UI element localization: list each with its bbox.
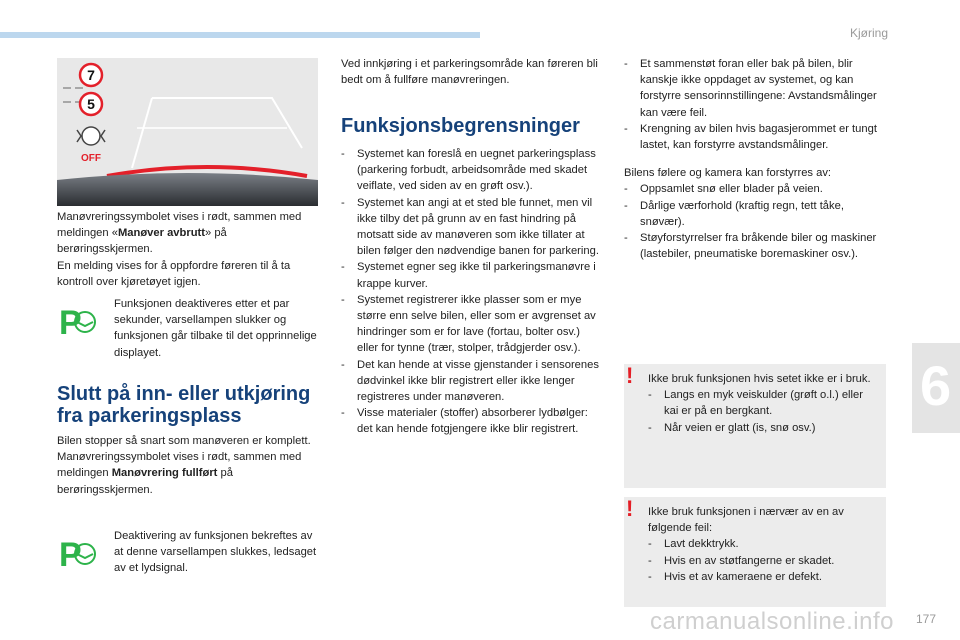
paragraph-message-complete: Manøvreringssymbolet vises i rødt, sammen med meldingen Manøvrering fullført på berøringsskjermen. [57,451,302,496]
park-assist-icon [82,127,100,145]
watermark: carmanualsonline.info [650,608,894,635]
parking-display-illustration [57,58,318,206]
paragraph-car-stops: Bilen stopper så snart som manøveren er komplett. [57,435,311,447]
sensors-intro: Bilens følere og kamera kan forstyrres av: [624,167,832,180]
heading-limitations: Funksjonsbegrensninger [341,115,580,137]
paragraph-enter-parking: Ved innkjøring i et parkeringsområde kan føreren bli bedt om å fullføre manøvreringen. [341,58,598,87]
limitations-list [341,146,603,438]
list-item: - Systemet kan foreslå en uegnet parkeringsplass (parkering forbudt, arbeidsområde med skadet veiflate, ved siden av en grøft osv.). [341,146,603,195]
warning-box-1 [624,364,886,488]
warning-1-title: Ikke bruk funksjonen hvis setet ikke er i bruk. [648,373,871,385]
limit-7-label: 7 [87,67,95,83]
warning-2-title: Ikke bruk funksjonen i nærvær av en av følgende feil: [648,506,844,535]
list-item: - Når veien er glatt (is, snø osv.) [648,420,876,436]
svg-text:P: P [59,304,82,342]
list-item: - Dårlige værforhold (kraftig regn, tett tåke, snøvær). [624,198,886,230]
note-deactivation-text: Funksjonen deaktiveres etter et par sekunder, varsellampen slukker og funksjonen går tilbake til det opprinnelige displayet. [114,298,317,359]
note-deactivation [57,296,319,361]
heading-exit-parking: Slutt på inn- eller utkjøring fra parkeringsplass [57,383,311,427]
list-item: - Lavt dekktrykk. [648,536,876,552]
list-item: - Systemet kan angi at et sted ble funnet, men vil ikke tilby det på grunn av en fast hindring på motsatt side av manøveren som ikke tillater at bilen følger den nødvendige banen for parkering. [341,195,603,260]
list-item: - Systemet registrerer ikke plasser som er mye større enn selve bilen, eller som er avgrenset av hindringer som er for lave (fortau, bolter osv.) eller for tynne (trær, stolper, trådgjerder osv.). [341,292,603,357]
list-item: - Oppsamlet snø eller blader på veien. [624,181,886,197]
note-deactivation-confirm-text: Deaktivering av funksjonen bekreftes av at denne varsellampen slukkes, ledsaget av et lydsignal. [114,530,317,575]
warning-icon: ! [626,363,634,388]
list-item: - Hvis et av kameraene er defekt. [648,569,876,585]
chapter-tab [912,343,960,433]
column-1-lower [57,433,319,498]
list-item: - Krengning av bilen hvis bagasjerommet er tungt lastet, kan forstyrre avstandsmålinger. [624,121,886,153]
list-item: - Et sammenstøt foran eller bak på bilen, blir kanskje ikke oppdaget av systemet, og kan forstyrre sensorinnstillingene: Avstandsmålinger kan være feil. [624,56,886,121]
header-accent-bar [0,32,480,38]
note-deactivation-confirm [57,528,319,577]
off-label: OFF [81,153,101,164]
svg-text:P: P [59,536,82,574]
column-2-list [341,146,603,438]
sensors-list [624,181,886,262]
limit-5-label: 5 [87,96,95,112]
paragraph-driver-control: En melding vises for å oppfordre føreren til å ta kontroll over kjøretøyet igjen. [57,259,291,288]
warning-box-2 [624,497,886,607]
list-item: - Hvis en av støtfangerne er skadet. [648,553,876,569]
warning-icon: ! [626,496,634,521]
list-item: - Langs en myk veiskulder (grøft o.l.) eller kai er på en bergkant. [648,387,876,419]
list-item: - Det kan hende at visse gjenstander i sensorenes dødvinkel ikke blir registrert eller ikke lenger registreres under manøveren. [341,357,603,406]
list-item: - Støyforstyrrelser fra bråkende biler og maskiner (lastebiler, pneumatiske boremaskiner osv.). [624,230,886,262]
warning-1-list [648,387,876,436]
column-2-intro [341,56,603,88]
parking-display-figure [57,58,318,206]
warning-2-list [648,536,876,585]
chapter-number: 6 [920,354,952,417]
paragraph-message-abort: Manøvreringssymbolet vises i rødt, sammen med meldingen «Manøver avbrutt» på berøringsskjermen. [57,211,302,256]
park-warning-icon-2 [57,534,101,574]
list-item: - Systemet egner seg ikke til parkeringsmanøvre i krappe kurver. [341,259,603,291]
section-title: Kjøring [849,26,888,40]
limitations-list-continued [624,56,886,153]
column-1 [57,209,319,290]
column-3 [624,56,886,262]
list-item: - Visse materialer (stoffer) absorberer lydbølger: det kan hende fotgjengere ikke blir registrert. [341,405,603,437]
page-number: 177 [915,612,936,626]
park-warning-icon [57,302,101,342]
